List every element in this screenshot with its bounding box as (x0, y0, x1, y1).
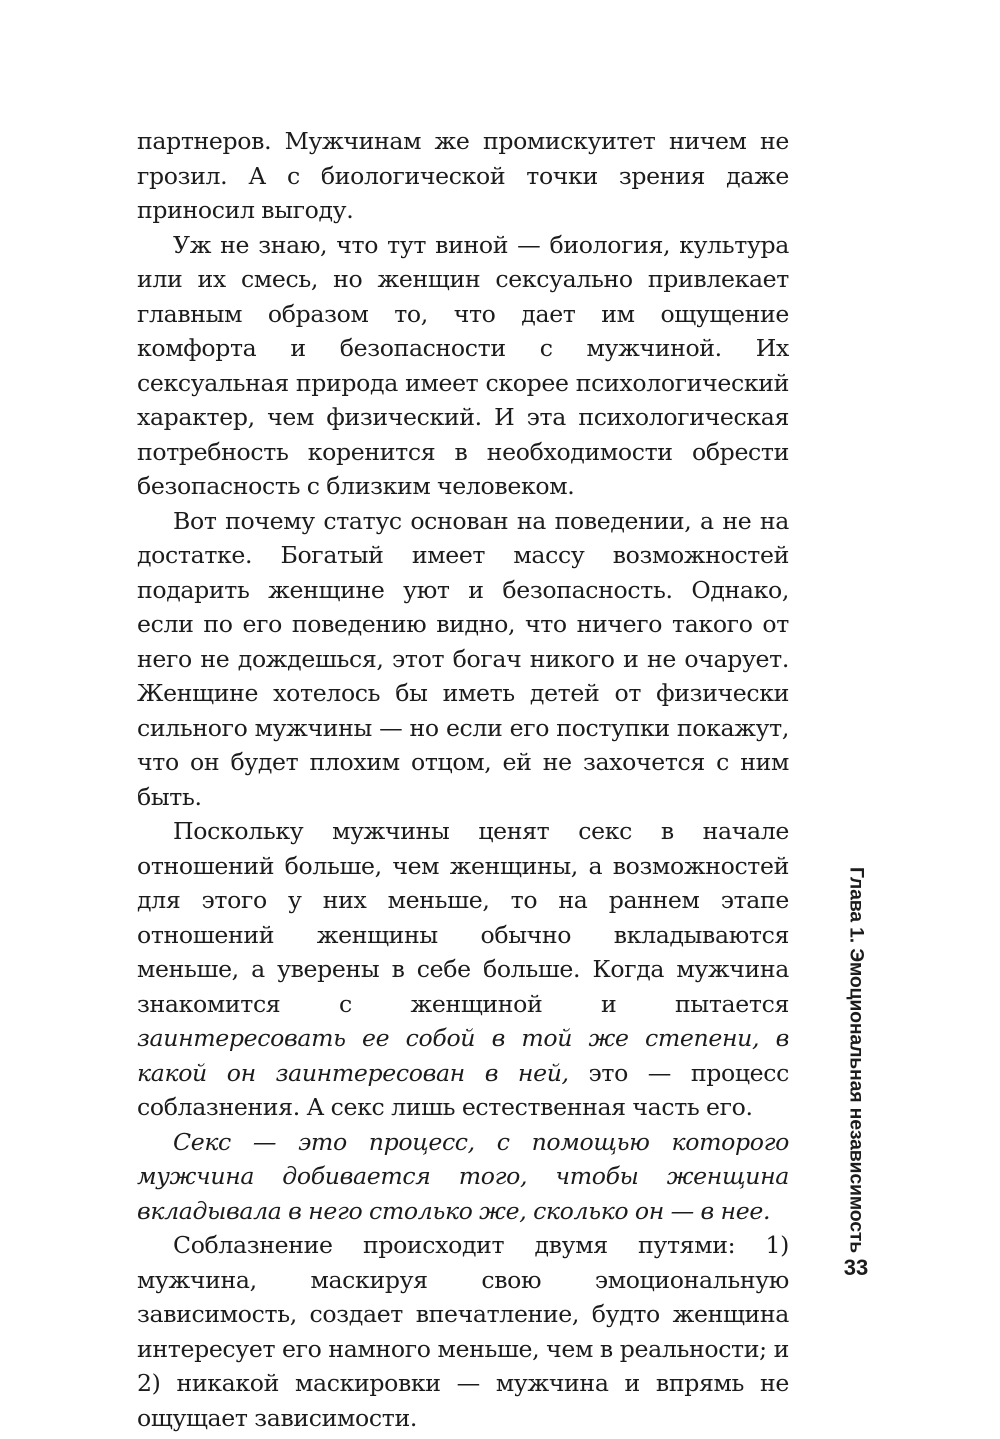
italic-definition: Секс — это процесс, с помощью которого мужчина добивается того, чтобы женщина вкладывала в него столько же, сколько он — в нее. (137, 1127, 789, 1225)
paragraph-seduction-start: Поскольку мужчины ценят секс в начале отношений больше, чем женщины, а возможностей для этого у них меньше, то на раннем этапе отношений женщины обычно вкладываются меньше, а уверены в себе больше. Когда мужчина знакомится с женщиной и пытается (137, 817, 789, 1018)
paragraph-seduction (137, 814, 789, 1125)
body-text (137, 124, 789, 1435)
paragraph-biology: Уж не знаю, что тут виной — биология, культура или их смесь, но женщин сексуально привлекает главным образом то, что дает им ощущение комфорта и безопасности с мужчиной. Их сексуальная природа имеет скорее психологический характер, чем физический. И эта психологическая потребность коренится в необходимости обрести безопасность с близким человеком. (137, 230, 789, 500)
paragraph-two-ways: Соблазнение происходит двумя путями: 1) мужчина, маскируя свою эмоциональную зависимость, создает впечатление, будто женщина интересует его намного меньше, чем в реальности; и 2) никакой маскировки — мужчина и впрямь не ощущает зависимости. (137, 1231, 789, 1432)
paragraph-status: Вот почему статус основан на поведении, а не на достатке. Богатый имеет массу возможностей подарить женщине уют и безопасность. Однако, если по его поведению видно, что ничего такого от него не дождешься, этот богач никого и не очарует. Женщине хотелось бы иметь детей от физически сильного мужчины — но если его поступки покажут, что он будет плохим отцом, ей не захочется с ним быть. (137, 506, 789, 811)
paragraph-continuation: партнеров. Мужчинам же промискуитет ничем не грозил. А с биологической точки зрения даже приносил выгоду. (137, 127, 789, 224)
chapter-running-head: Глава 1. Эмоциональная независимость (845, 867, 868, 1253)
paragraph-seduction-italic: заинтересовать ее собой в той же степени, в какой он заинтересован в ней, (137, 1024, 789, 1087)
paragraph-seduction-end: это — процесс соблазнения. А секс лишь естественная часть его. (137, 1058, 789, 1121)
page-number: 33 (843, 1255, 869, 1280)
